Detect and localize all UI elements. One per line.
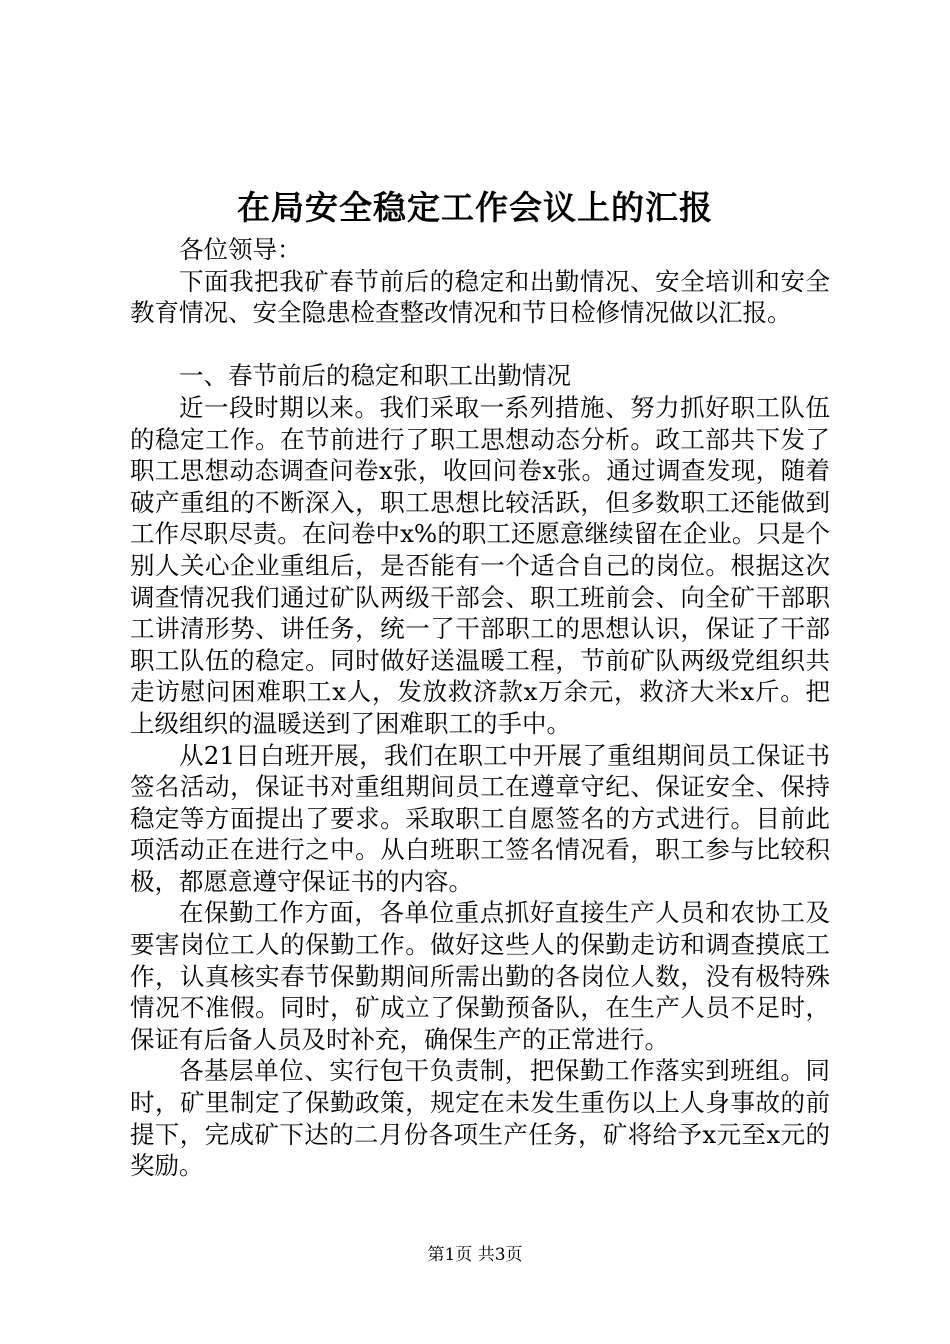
body-paragraph: 近一段时期以来。我们采取一系列措施、努力抓好职工队伍的稳定工作。在节前进行了职工思想动态分析。政工部共下发了职工思想动态调查问卷x张，收回问卷x张。通过调查发现，随着破产重组的不断深入，职工思想比较活跃，但多数职工还能做到工作尽职尽责。在问卷中x%的职工还愿意继续留在企业。只是个别人关心企业重组后，是否能有一个适合自己的岗位。根据这次调查情况我们通过矿队两级干部会、职工班前会、向全矿干部职工讲清形势、讲任务，统一了干部职工的思想认识，保证了干部职工队伍的稳定。同时做好送温暖工程，节前矿队两级党组织共走访慰问困难职工x人，发放救济款x万余元，救济大米x斤。把上级组织的温暖送到了困难职工的手中。	[130, 392, 830, 738]
document-title: 在局安全稳定工作会议上的汇报	[237, 188, 713, 227]
body-paragraph: 在保勤工作方面，各单位重点抓好直接生产人员和农协工及要害岗位工人的保勤工作。做好这些人的保勤走访和调查摸底工作，认真核实春节保勤期间所需出勤的各岗位人数，没有极特殊情况不准假。同时，矿成立了保勤预备队，在生产人员不足时，保证有后备人员及时补充，确保生产的正常进行。	[130, 898, 830, 1054]
body-paragraph: 从21日白班开展，我们在职工中开展了重组期间员工保证书签名活动，保证书对重组期间员工在遵章守纪、保证安全、保持稳定等方面提出了要求。采取职工自愿签名的方式进行。目前此项活动正在进行之中。从白班职工签名情况看，职工参与比较积极，都愿意遵守保证书的内容。	[130, 740, 830, 896]
section-heading: 一、春节前后的稳定和职工出勤情况	[179, 361, 571, 391]
document-body	[130, 234, 830, 1182]
salutation: 各位领导：	[179, 235, 302, 264]
page-footer: 第1页 共3页	[427, 1245, 523, 1265]
body-paragraph: 各基层单位、实行包干负责制，把保勤工作落实到班组。同时，矿里制定了保勤政策，规定在未发生重伤以上人身事故的前提下，完成矿下达的二月份各项生产任务，矿将给予x元至x元的奖励。	[130, 1056, 830, 1181]
intro-paragraph: 下面我把我矿春节前后的稳定和出勤情况、安全培训和安全教育情况、安全隐患检查整改情况和节日检修情况做以汇报。	[130, 266, 830, 328]
